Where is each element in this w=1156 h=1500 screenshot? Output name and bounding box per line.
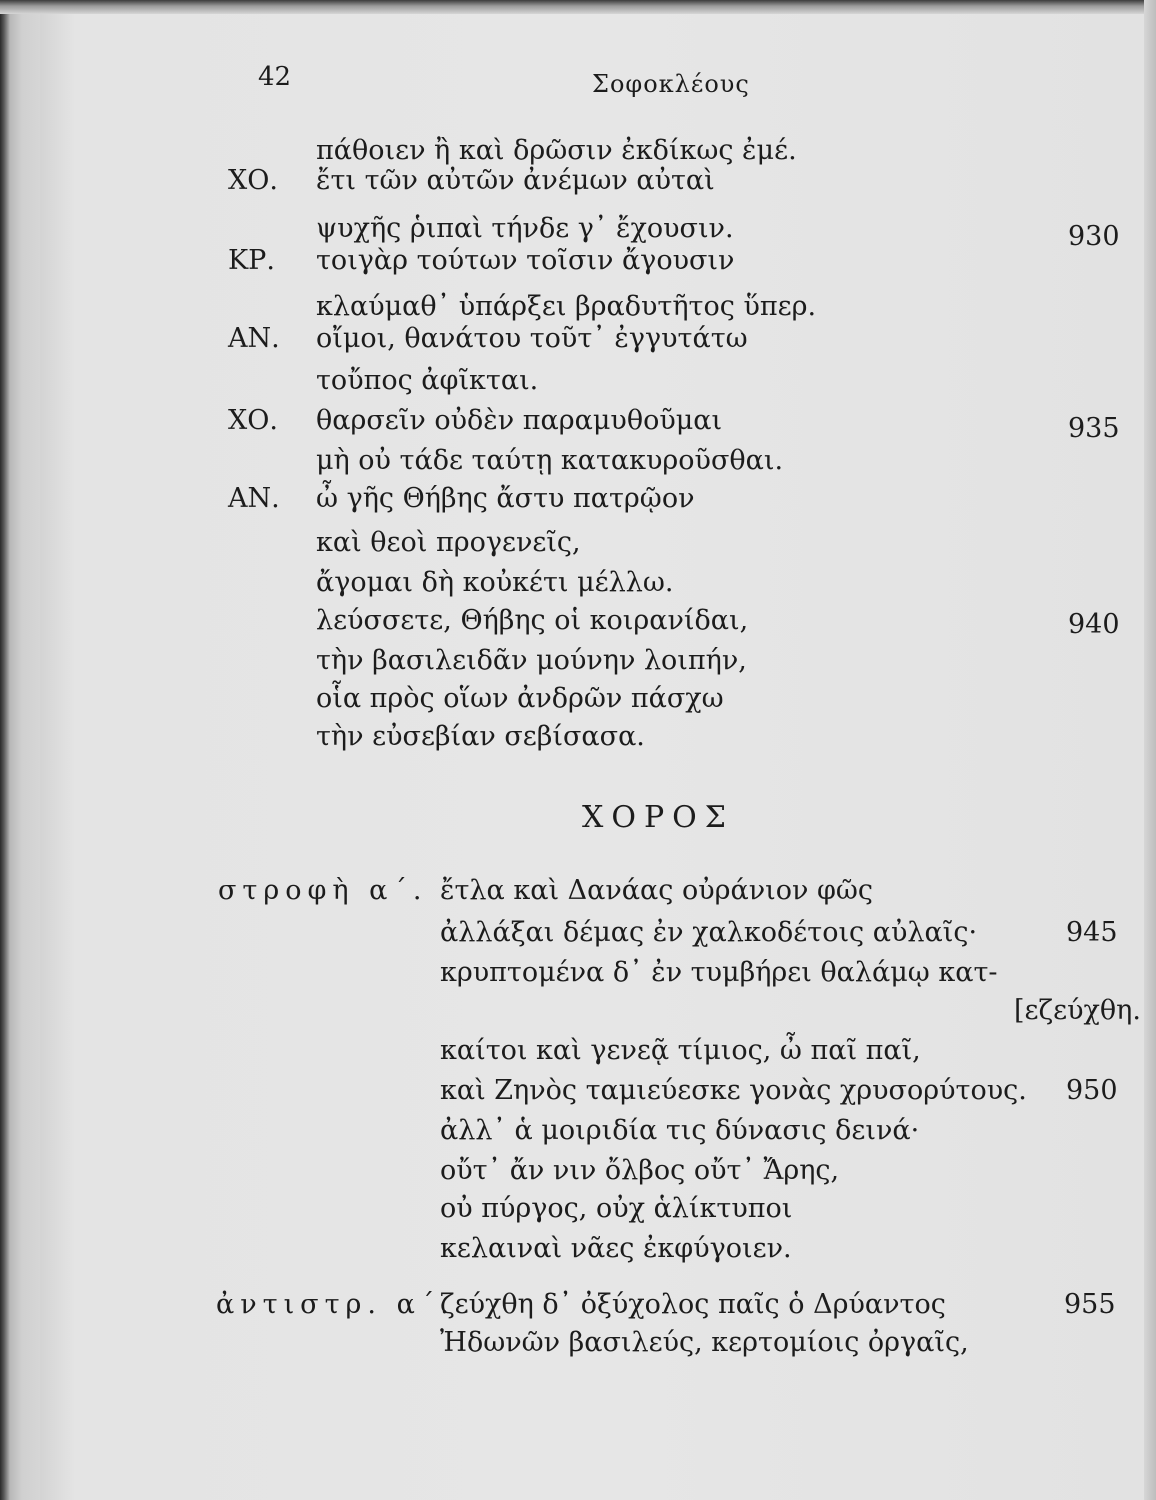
verse-line: κλαύμαθ᾽ ὑπάρξει βραδυτῆτος ὕπερ. <box>316 291 817 322</box>
speaker-label: ΚΡ. <box>228 245 275 276</box>
verse-line: οὔτ᾽ ἄν νιν ὄλβος οὔτ᾽ Ἄρης, <box>440 1155 840 1186</box>
verse-line: ψυχῆς ῥιπαὶ τήνδε γ᾽ ἔχουσιν. <box>316 213 734 244</box>
speaker-label: ΑΝ. <box>228 323 280 354</box>
verse-line: τοὔπος ἀφῖκται. <box>316 365 539 396</box>
book-spine-edge <box>0 0 40 1500</box>
verse-line: οὐ πύργος, οὐχ ἁλίκτυποι <box>440 1193 793 1224</box>
verse-line: κελαιναὶ νᾶες ἐκφύγοιεν. <box>440 1233 792 1264</box>
verse-line: οἴμοι, θανάτου τοῦτ᾽ ἐγγυτάτω <box>316 323 748 354</box>
line-number: 955 <box>1064 1289 1116 1320</box>
line-number: 940 <box>1068 609 1120 640</box>
verse-line: θαρσεῖν οὐδὲν παραμυθοῦμαι <box>316 405 723 436</box>
speaker-label: ΧΟ. <box>228 405 278 436</box>
verse-line: ἄγομαι δὴ κοὐκέτι μέλλω. <box>316 567 674 598</box>
verse-line: Ἠδωνῶν βασιλεύς, κερτομίοις ὀργαῖς, <box>440 1327 969 1358</box>
speaker-label: ΧΟ. <box>228 165 278 196</box>
verse-line: ζεύχθη δ᾽ ὀξύχολος παῖς ὁ Δρύαντος <box>440 1289 946 1320</box>
verse-line: μὴ οὐ τάδε ταύτῃ κατακυροῦσθαι. <box>316 445 784 476</box>
verse-line: κρυπτομένα δ᾽ ἐν τυμβήρει θαλάμῳ κατ- <box>440 957 998 988</box>
scan-right-edge <box>1144 0 1156 1500</box>
line-number: 935 <box>1068 413 1120 444</box>
strophe-label: στροφὴ α΄. <box>218 875 428 906</box>
verse-line-continuation: [εζεύχθη. <box>1014 995 1141 1026</box>
chorus-heading: ΧΟΡΟΣ <box>582 800 734 835</box>
verse-line: πάθοιεν ἢ καὶ δρῶσιν ἐκδίκως ἐμέ. <box>316 135 797 166</box>
verse-line: ἔτλα καὶ Δανάας οὐράνιον φῶς <box>440 875 874 906</box>
verse-line: καὶ Ζηνὸς ταμιεύεσκε γονὰς χρυσορύτους. <box>440 1075 1027 1106</box>
verse-line: καίτοι καὶ γενεᾷ τίμιος, ὦ παῖ παῖ, <box>440 1035 921 1066</box>
line-number: 930 <box>1068 221 1120 252</box>
verse-line: ἔτι τῶν αὐτῶν ἀνέμων αὐταὶ <box>316 165 715 196</box>
antistrophe-label: ἀντιστρ. α΄. <box>216 1289 455 1320</box>
verse-line: ὦ γῆς Θήβης ἄστυ πατρῷον <box>316 483 695 514</box>
verse-line: τὴν βασιλειδᾶν μούνην λοιπήν, <box>316 645 747 676</box>
speaker-label: ΑΝ. <box>228 483 280 514</box>
verse-line: ἀλλάξαι δέμας ἐν χαλκοδέτοις αὐλαῖς· <box>440 917 978 948</box>
running-title: Σοφοκλέους <box>592 70 750 98</box>
page-number: 42 <box>258 62 292 92</box>
verse-line: καὶ θεοὶ προγενεῖς, <box>316 527 581 558</box>
verse-line: τὴν εὐσεβίαν σεβίσασα. <box>316 721 645 752</box>
line-number: 945 <box>1066 917 1118 948</box>
verse-line: τοιγὰρ τούτων τοῖσιν ἄγουσιν <box>316 245 735 276</box>
verse-line: λεύσσετε, Θήβης οἱ κοιρανίδαι, <box>316 605 749 636</box>
scan-top-edge <box>0 0 1156 14</box>
verse-line: οἷα πρὸς οἵων ἀνδρῶν πάσχω <box>316 683 724 714</box>
verse-line: ἀλλ᾽ ἁ μοιριδία τις δύνασις δεινά· <box>440 1115 920 1146</box>
line-number: 950 <box>1066 1075 1118 1106</box>
